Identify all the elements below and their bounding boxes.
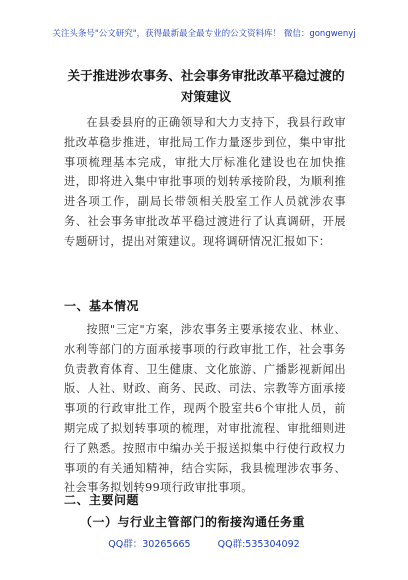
header-promo-note: 关注头条号"公文研究"，获得最新最全最专业的公文资料库！ 微信：gongwenyj xyxy=(52,29,356,39)
section-heading-basic: 一、基本情况 xyxy=(64,299,140,313)
section-basic-paragraph: 按照"三定"方案，涉农事务主要承接农业、林业、水利等部门的方面承接事项的行政审批工作，社会事务负责教育体育、卫生健康、文化旅游、广播影视新闻出版、人社、财政、商务、民政、司法、宗教等方面承接事项的行政审批工作，现两个股室共6个审批人员，前期完成了拟划转事项的梳理，对审批流程、审批细则进行了熟悉。按照市中编办关于报送拟集中行使行政权力事项的有关通知精神，结合实际，我县梳理涉农事务、社会事务拟划转99项行政审批事项。 xyxy=(64,323,346,495)
footer-qq-group-1: QQ群：30265665 xyxy=(108,539,191,550)
document-title: 关于推进涉农事务、社会事务审批改革平稳过渡的对策建议 xyxy=(67,68,345,104)
subsection-heading-coordination: （一）与行业主管部门的衔接沟通任务重 xyxy=(80,515,306,529)
section-heading-problems: 二、主要问题 xyxy=(64,493,140,507)
footer-qq-group-2: QQ群:535304092 xyxy=(217,539,300,550)
intro-paragraph: 在县委县府的正确领导和大力支持下，我县行政审批改革稳步推进，审批局工作力量逐步到位，集中审批事项梳理基本完成，审批大厅标准化建设也在加快推进，即将进入集中审批事项的划转承接阶段，为顺利推进各项工作，副局长带领相关股室工作人员就涉农事务、社会事务审批改革平稳过渡进行了认真调研，开展专题研讨，提出对策建议。现将调研情况汇报如下： xyxy=(64,116,346,248)
footer-contact xyxy=(0,536,408,550)
